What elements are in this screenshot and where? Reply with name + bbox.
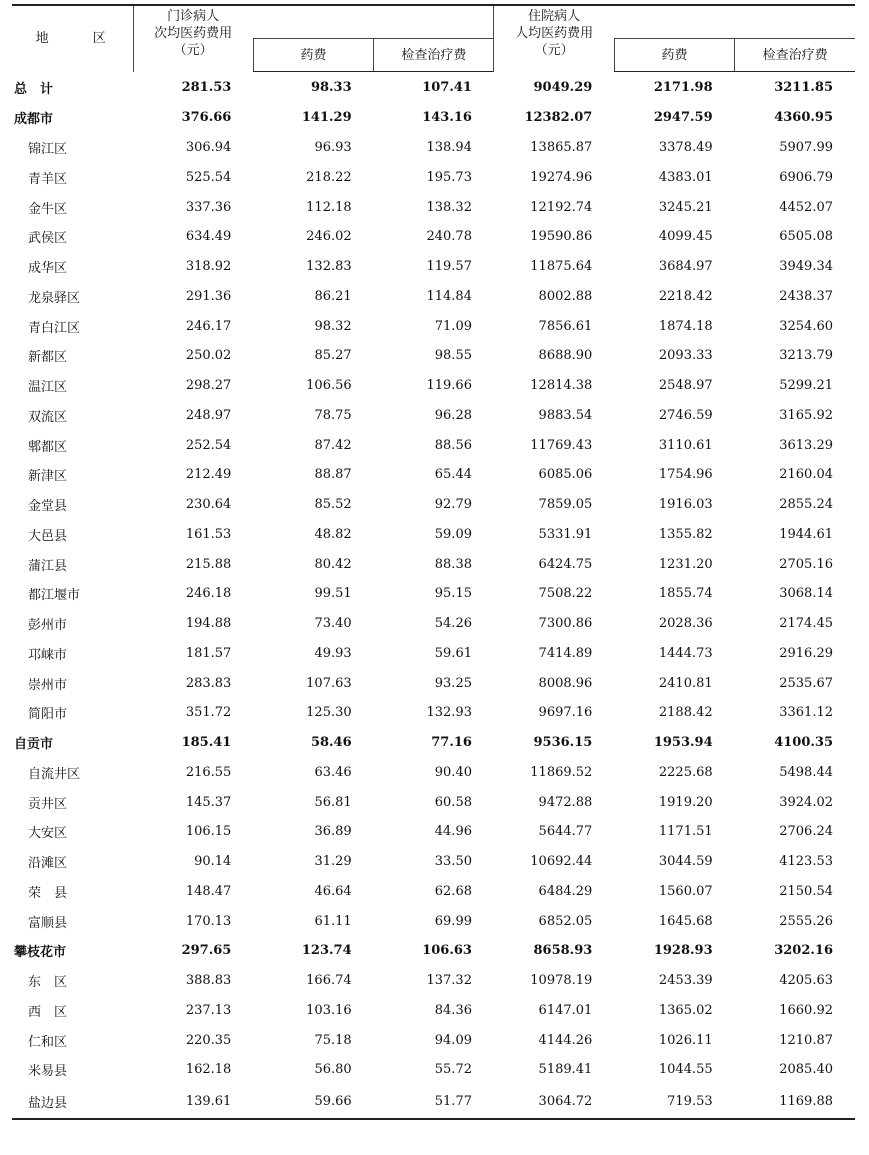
outpatient-exam-cost-cell: 69.99 xyxy=(434,913,472,929)
region-name-cell: 总 计 xyxy=(14,81,54,97)
table-row xyxy=(12,579,855,609)
outpatient-avg-cost-cell: 148.47 xyxy=(185,883,232,899)
outpatient-drug-cost-cell: 166.74 xyxy=(306,973,352,989)
region-name-cell: 青羊区 xyxy=(28,171,68,187)
inpatient-avg-cost-cell: 8658.93 xyxy=(533,943,593,959)
outpatient-avg-cost-cell: 525.54 xyxy=(185,169,232,185)
region-name-cell: 蒲江县 xyxy=(28,558,68,574)
table-row xyxy=(12,966,855,996)
inpatient-avg-cost-cell: 9049.29 xyxy=(533,79,593,95)
inpatient-group-spacer xyxy=(614,5,855,39)
inpatient-avg-cost-cell: 9472.88 xyxy=(538,794,593,810)
inpatient-exam-cost-cell: 2438.37 xyxy=(779,288,833,304)
outpatient-avg-cost-cell: 145.37 xyxy=(185,794,232,810)
outpatient-exam-cost-cell: 88.56 xyxy=(434,437,472,453)
outpatient-avg-cost-cell: 220.35 xyxy=(185,1032,232,1048)
outpatient-exam-cost-cell: 119.66 xyxy=(426,378,472,394)
inpatient-exam-cost-cell: 2916.29 xyxy=(779,645,833,661)
inpatient-drug-cost-cell: 1874.18 xyxy=(658,318,713,334)
outpatient-exam-cost-cell: 137.32 xyxy=(426,973,472,989)
inpatient-exam-cost-cell: 1169.88 xyxy=(735,1085,855,1119)
outpatient-avg-cost-cell: 161.53 xyxy=(185,526,232,542)
outpatient-exam-cost-cell: 195.73 xyxy=(426,169,472,185)
inpatient-drug-cost-cell: 1919.20 xyxy=(658,794,713,810)
outpatient-exam-cost-cell: 55.72 xyxy=(434,1062,472,1078)
inpatient-exam-cost-cell: 3068.14 xyxy=(779,586,833,602)
outpatient-exam-cost-cell: 240.78 xyxy=(426,229,472,245)
outpatient-drug-cost-cell: 80.42 xyxy=(314,556,352,572)
region-name-cell: 金牛区 xyxy=(28,201,68,217)
inpatient-drug-cost-cell: 1231.20 xyxy=(658,556,713,572)
table-row xyxy=(12,222,855,252)
inpatient-drug-cost-cell: 1928.93 xyxy=(653,943,713,959)
outpatient-exam-cost-cell: 84.36 xyxy=(434,1002,472,1018)
outpatient-exam-cost-cell: 106.63 xyxy=(422,943,472,959)
region-name-cell: 武侯区 xyxy=(28,231,68,247)
table-row-region-total xyxy=(12,103,855,133)
inpatient-drug-cost-cell: 1645.68 xyxy=(658,913,713,929)
inpatient-exam-cost-cell: 2706.24 xyxy=(779,824,833,840)
inpatient-exam-cost-cell: 3202.16 xyxy=(774,943,833,959)
inpatient-exam-cost-cell: 4100.35 xyxy=(774,735,833,751)
outpatient-drug-cost-cell: 141.29 xyxy=(301,110,352,126)
outpatient-drug-cost-cell: 63.46 xyxy=(314,764,352,780)
inpatient-drug-cost-cell: 1026.11 xyxy=(658,1032,713,1048)
outpatient-drug-cost-cell: 48.82 xyxy=(314,526,352,542)
outpatient-avg-cost-cell: 283.83 xyxy=(185,675,232,691)
inpatient-exam-cost-cell: 2174.45 xyxy=(779,616,833,632)
outpatient-avg-cost-cell: 170.13 xyxy=(185,913,232,929)
table-row-region-total xyxy=(12,728,855,758)
region-name-cell: 锦江区 xyxy=(28,142,68,158)
inpatient-drug-cost-cell: 2947.59 xyxy=(653,110,713,126)
region-name-cell: 简阳市 xyxy=(28,707,68,723)
inpatient-avg-cost-cell: 12382.07 xyxy=(524,110,593,126)
outpatient-avg-cost-cell: 252.54 xyxy=(185,437,232,453)
outpatient-avg-cost-cell: 388.83 xyxy=(185,973,232,989)
inpatient-avg-cost-cell: 6484.29 xyxy=(538,883,593,899)
outpatient-avg-cost-cell: 291.36 xyxy=(185,288,232,304)
table-row xyxy=(12,282,855,312)
region-header: 地 区 xyxy=(12,5,133,72)
inpatient-drug-cost-cell: 2218.42 xyxy=(658,288,713,304)
outpatient-exam-cost-cell: 54.26 xyxy=(434,616,472,632)
inpatient-exam-cost-cell: 2150.54 xyxy=(779,883,833,899)
outpatient-exam-cost-cell: 94.09 xyxy=(434,1032,472,1048)
inpatient-exam-cost-cell: 2705.16 xyxy=(779,556,833,572)
inpatient-avg-cost-cell: 19590.86 xyxy=(530,229,593,245)
outpatient-group-spacer xyxy=(253,5,494,39)
inpatient-avg-cost-cell: 8008.96 xyxy=(538,675,593,691)
inpatient-exam-cost-cell: 1210.87 xyxy=(779,1032,833,1048)
outpatient-exam-cost-cell: 59.61 xyxy=(434,645,472,661)
region-name-cell: 金堂县 xyxy=(28,499,68,515)
outpatient-drug-cost-cell: 98.33 xyxy=(310,80,352,95)
outpatient-avg-cost-cell: 376.66 xyxy=(181,110,232,126)
table-row xyxy=(12,758,855,788)
inpatient-avg-cost-cell: 7859.05 xyxy=(538,497,593,513)
region-name-cell: 都江堰市 xyxy=(28,588,81,604)
inpatient-exam-cost-cell: 6505.08 xyxy=(779,229,833,245)
inpatient-avg-cost-cell: 5189.41 xyxy=(538,1062,593,1078)
inpatient-drug-cost-cell: 1444.73 xyxy=(658,645,713,661)
inpatient-avg-cost-cell: 8688.90 xyxy=(538,348,593,364)
table-row xyxy=(12,311,855,341)
inpatient-exam-cost-cell: 3165.92 xyxy=(779,407,833,423)
outpatient-drug-cost-cell: 103.16 xyxy=(306,1002,352,1018)
inpatient-avg-cost-cell: 9697.16 xyxy=(538,705,593,721)
inpatient-exam-cost-cell: 3254.60 xyxy=(779,318,833,334)
outpatient-avg-cost-cell: 318.92 xyxy=(185,259,232,275)
table-row xyxy=(12,877,855,907)
inpatient-avg-cost-cell: 5644.77 xyxy=(538,824,593,840)
outpatient-avg-cost-cell: 246.17 xyxy=(185,318,232,334)
outpatient-avg-cost-cell: 215.88 xyxy=(185,556,232,572)
region-name-cell: 米易县 xyxy=(28,1064,68,1080)
table-row xyxy=(12,817,855,847)
outpatient-avg-cost-cell: 106.15 xyxy=(185,824,232,840)
table-row xyxy=(12,609,855,639)
region-name-cell: 沿滩区 xyxy=(28,856,68,872)
outpatient-drug-cost-cell: 49.93 xyxy=(314,645,352,661)
outpatient-drug-cost-cell: 123.74 xyxy=(301,943,352,959)
inpatient-exam-cost-cell: 6906.79 xyxy=(779,169,833,185)
region-name-cell: 青白江区 xyxy=(28,320,81,336)
table-row xyxy=(12,430,855,460)
outpatient-drug-cost-cell: 73.40 xyxy=(314,616,352,632)
inpatient-header-line: 住院病人 xyxy=(528,9,581,24)
outpatient-exam-cost-cell: 65.44 xyxy=(434,467,472,483)
region-name-cell: 成都市 xyxy=(14,112,54,128)
outpatient-header-line: （元） xyxy=(173,43,213,58)
inpatient-avg-cost-cell: 9536.15 xyxy=(533,735,593,751)
outpatient-exam-cost-cell: 59.09 xyxy=(434,526,472,542)
inpatient-drug-cost-cell: 1953.94 xyxy=(653,735,713,751)
inpatient-exam-cost-cell: 4205.63 xyxy=(779,973,833,989)
region-name-cell: 新都区 xyxy=(28,350,68,366)
outpatient-exam-cost-cell: 33.50 xyxy=(434,854,472,870)
region-name-cell: 双流区 xyxy=(28,409,68,425)
outpatient-cost-header xyxy=(133,5,253,72)
inpatient-avg-cost-cell: 12814.38 xyxy=(530,378,593,394)
inpatient-avg-cost-cell: 7300.86 xyxy=(538,616,593,632)
inpatient-exam-cost-cell: 2085.40 xyxy=(779,1062,833,1078)
inpatient-avg-cost-cell: 11769.43 xyxy=(530,437,593,453)
outpatient-drug-cost-cell: 85.27 xyxy=(314,348,352,364)
inpatient-drug-cost-cell: 1044.55 xyxy=(658,1062,713,1078)
table-row xyxy=(12,133,855,163)
outpatient-drug-cost-cell: 132.83 xyxy=(306,259,352,275)
inpatient-avg-cost-cell: 8002.88 xyxy=(538,288,593,304)
inpatient-exam-cost-cell: 3949.34 xyxy=(779,259,833,275)
inpatient-exam-cost-cell: 1660.92 xyxy=(779,1002,833,1018)
outpatient-drug-cost-cell: 86.21 xyxy=(314,288,352,304)
table-row-region-total xyxy=(12,936,855,966)
outpatient-drug-cost-cell: 112.18 xyxy=(306,199,352,215)
inpatient-exam-cost-cell: 4123.53 xyxy=(779,854,833,870)
inpatient-drug-cost-cell: 3245.21 xyxy=(658,199,713,215)
table-body xyxy=(12,72,855,1119)
table-row xyxy=(12,787,855,817)
inpatient-header-line: （元） xyxy=(534,43,574,58)
table-row xyxy=(12,668,855,698)
inpatient-drug-cost-cell: 3684.97 xyxy=(658,259,713,275)
region-name-cell: 邛崃市 xyxy=(28,647,68,663)
outpatient-exam-cost-cell: 107.41 xyxy=(422,80,472,95)
inpatient-drug-cost-cell: 1916.03 xyxy=(658,497,713,513)
outpatient-exam-cost-cell: 132.93 xyxy=(426,705,472,721)
outpatient-exam-header: 检查治疗费 xyxy=(374,39,494,72)
outpatient-drug-cost-cell: 46.64 xyxy=(314,883,352,899)
region-name-cell: 彭州市 xyxy=(28,618,68,634)
table-row xyxy=(12,192,855,222)
inpatient-exam-cost-cell: 5907.99 xyxy=(779,140,833,156)
outpatient-avg-cost-cell: 216.55 xyxy=(185,764,232,780)
outpatient-drug-cost-cell: 87.42 xyxy=(314,437,352,453)
region-name-cell: 东 区 xyxy=(28,975,68,991)
inpatient-avg-cost-cell: 6424.75 xyxy=(538,556,593,572)
table-row xyxy=(12,490,855,520)
outpatient-drug-cost-cell: 246.02 xyxy=(306,229,352,245)
outpatient-header-line: 次均医药费用 xyxy=(154,26,233,41)
inpatient-exam-cost-cell: 3211.85 xyxy=(774,80,833,95)
outpatient-avg-cost-cell: 212.49 xyxy=(185,467,232,483)
outpatient-avg-cost-cell: 181.57 xyxy=(185,645,232,661)
outpatient-drug-cost-cell: 56.81 xyxy=(314,794,352,810)
outpatient-exam-cost-cell: 138.32 xyxy=(426,199,472,215)
region-name-cell: 富顺县 xyxy=(28,915,68,931)
inpatient-drug-cost-cell: 1855.74 xyxy=(658,586,713,602)
outpatient-avg-cost-cell: 634.49 xyxy=(185,229,232,245)
region-name-cell: 大安区 xyxy=(28,826,68,842)
outpatient-exam-cost-cell: 51.77 xyxy=(374,1085,494,1119)
table-row xyxy=(12,847,855,877)
outpatient-avg-cost-cell: 162.18 xyxy=(185,1062,232,1078)
inpatient-avg-cost-cell: 10692.44 xyxy=(530,854,593,870)
table-row xyxy=(12,252,855,282)
inpatient-exam-cost-cell: 3213.79 xyxy=(779,348,833,364)
table-row xyxy=(12,163,855,193)
table-row xyxy=(12,1085,855,1119)
inpatient-exam-cost-cell: 4360.95 xyxy=(774,110,833,126)
inpatient-drug-cost-cell: 3378.49 xyxy=(658,140,713,156)
inpatient-drug-cost-cell: 4099.45 xyxy=(658,229,713,245)
inpatient-exam-cost-cell: 2160.04 xyxy=(779,467,833,483)
inpatient-drug-cost-cell: 1171.51 xyxy=(658,824,713,840)
inpatient-cost-header xyxy=(494,5,614,72)
outpatient-avg-cost-cell: 298.27 xyxy=(185,378,232,394)
region-name-cell: 自流井区 xyxy=(28,766,81,782)
outpatient-avg-cost-cell: 139.61 xyxy=(133,1085,253,1119)
region-name-cell: 龙泉驿区 xyxy=(28,290,81,306)
outpatient-header-line: 门诊病人 xyxy=(167,9,220,24)
outpatient-exam-cost-cell: 143.16 xyxy=(422,110,472,126)
inpatient-exam-cost-cell: 3924.02 xyxy=(779,794,833,810)
outpatient-drug-cost-cell: 218.22 xyxy=(306,169,352,185)
inpatient-drug-cost-cell: 3044.59 xyxy=(658,854,713,870)
table-row xyxy=(12,1055,855,1085)
outpatient-avg-cost-cell: 90.14 xyxy=(194,854,232,870)
inpatient-drug-cost-cell: 2028.36 xyxy=(658,616,713,632)
inpatient-exam-cost-cell: 2855.24 xyxy=(779,497,833,513)
table-row-region-total xyxy=(12,72,855,104)
outpatient-drug-cost-cell: 125.30 xyxy=(306,705,352,721)
outpatient-exam-cost-cell: 95.15 xyxy=(434,586,472,602)
region-name-cell: 贡井区 xyxy=(28,796,68,812)
outpatient-drug-cost-cell: 85.52 xyxy=(314,497,352,513)
inpatient-avg-cost-cell: 4144.26 xyxy=(538,1032,593,1048)
outpatient-exam-cost-cell: 114.84 xyxy=(426,288,472,304)
outpatient-drug-cost-cell: 36.89 xyxy=(314,824,352,840)
outpatient-exam-cost-cell: 119.57 xyxy=(426,259,472,275)
outpatient-drug-cost-cell: 56.80 xyxy=(314,1062,352,1078)
outpatient-exam-cost-cell: 98.55 xyxy=(434,348,472,364)
region-name-cell: 崇州市 xyxy=(28,677,68,693)
outpatient-avg-cost-cell: 185.41 xyxy=(181,735,232,751)
inpatient-avg-cost-cell: 6852.05 xyxy=(538,913,593,929)
table-row xyxy=(12,371,855,401)
inpatient-avg-cost-cell: 7414.89 xyxy=(538,645,593,661)
inpatient-avg-cost-cell: 13865.87 xyxy=(530,140,593,156)
region-name-cell: 西 区 xyxy=(28,1004,68,1020)
inpatient-avg-cost-cell: 9883.54 xyxy=(538,407,593,423)
inpatient-exam-cost-cell: 2555.26 xyxy=(779,913,833,929)
outpatient-drug-cost-cell: 58.46 xyxy=(310,735,352,751)
outpatient-avg-cost-cell: 297.65 xyxy=(181,943,232,959)
outpatient-avg-cost-cell: 248.97 xyxy=(185,407,232,423)
inpatient-header-line: 人均医药费用 xyxy=(515,26,594,41)
inpatient-drug-cost-cell: 2746.59 xyxy=(658,407,713,423)
region-name-cell: 郫都区 xyxy=(28,439,68,455)
inpatient-drug-cost-cell: 1365.02 xyxy=(658,1002,713,1018)
region-name-cell: 自贡市 xyxy=(14,737,54,753)
outpatient-drug-cost-cell: 106.56 xyxy=(306,378,352,394)
outpatient-avg-cost-cell: 281.53 xyxy=(181,79,232,95)
inpatient-avg-cost-cell: 19274.96 xyxy=(530,169,593,185)
outpatient-exam-cost-cell: 60.58 xyxy=(434,794,472,810)
inpatient-drug-cost-cell: 2453.39 xyxy=(658,973,713,989)
inpatient-drug-cost-cell: 2171.98 xyxy=(653,80,713,95)
inpatient-avg-cost-cell: 11875.64 xyxy=(530,259,593,275)
inpatient-drug-cost-cell: 2093.33 xyxy=(658,348,713,364)
region-name-cell: 大邑县 xyxy=(28,528,68,544)
outpatient-exam-cost-cell: 62.68 xyxy=(434,883,472,899)
inpatient-drug-header: 药费 xyxy=(614,39,734,72)
outpatient-exam-cost-cell: 138.94 xyxy=(426,140,472,156)
table-row xyxy=(12,906,855,936)
table-row xyxy=(12,639,855,669)
table-row xyxy=(12,460,855,490)
outpatient-exam-cost-cell: 77.16 xyxy=(431,735,472,751)
inpatient-avg-cost-cell: 10978.19 xyxy=(530,973,593,989)
outpatient-exam-cost-cell: 96.28 xyxy=(434,407,472,423)
outpatient-exam-cost-cell: 92.79 xyxy=(434,497,472,513)
outpatient-drug-cost-cell: 75.18 xyxy=(314,1032,352,1048)
outpatient-avg-cost-cell: 250.02 xyxy=(185,348,232,364)
inpatient-drug-cost-cell: 2225.68 xyxy=(658,764,713,780)
outpatient-drug-header: 药费 xyxy=(253,39,373,72)
inpatient-drug-cost-cell: 1560.07 xyxy=(658,883,713,899)
outpatient-drug-cost-cell: 59.66 xyxy=(253,1085,373,1119)
inpatient-drug-cost-cell: 2548.97 xyxy=(658,378,713,394)
table-row xyxy=(12,341,855,371)
outpatient-drug-cost-cell: 88.87 xyxy=(314,467,352,483)
inpatient-exam-cost-cell: 1944.61 xyxy=(779,526,833,542)
outpatient-exam-cost-cell: 44.96 xyxy=(434,824,472,840)
region-name-cell: 仁和区 xyxy=(28,1034,68,1050)
inpatient-exam-cost-cell: 3613.29 xyxy=(779,437,833,453)
outpatient-exam-cost-cell: 71.09 xyxy=(434,318,472,334)
outpatient-avg-cost-cell: 237.13 xyxy=(185,1002,232,1018)
table-row xyxy=(12,1025,855,1055)
inpatient-avg-cost-cell: 7856.61 xyxy=(538,318,593,334)
inpatient-avg-cost-cell: 7508.22 xyxy=(538,586,593,602)
inpatient-exam-cost-cell: 5299.21 xyxy=(779,378,833,394)
table-row xyxy=(12,520,855,550)
inpatient-exam-cost-cell: 4452.07 xyxy=(779,199,833,215)
outpatient-drug-cost-cell: 98.32 xyxy=(314,318,352,334)
outpatient-exam-cost-cell: 88.38 xyxy=(434,556,472,572)
outpatient-avg-cost-cell: 337.36 xyxy=(185,199,232,215)
inpatient-avg-cost-cell: 6147.01 xyxy=(538,1002,593,1018)
statistics-table-container xyxy=(12,4,855,1120)
outpatient-drug-cost-cell: 96.93 xyxy=(314,140,352,156)
outpatient-drug-cost-cell: 107.63 xyxy=(306,675,352,691)
region-name-cell: 攀枝花市 xyxy=(14,945,67,961)
inpatient-avg-cost-cell: 5331.91 xyxy=(538,526,593,542)
outpatient-avg-cost-cell: 351.72 xyxy=(185,705,232,721)
table-header xyxy=(12,5,855,72)
table-row xyxy=(12,401,855,431)
inpatient-avg-cost-cell: 12192.74 xyxy=(530,199,593,215)
outpatient-drug-cost-cell: 78.75 xyxy=(314,407,352,423)
inpatient-avg-cost-cell: 3064.72 xyxy=(494,1085,614,1119)
outpatient-exam-cost-cell: 90.40 xyxy=(434,764,472,780)
inpatient-avg-cost-cell: 11869.52 xyxy=(530,764,593,780)
region-name-cell: 成华区 xyxy=(28,261,68,277)
inpatient-drug-cost-cell: 3110.61 xyxy=(658,437,713,453)
inpatient-exam-cost-cell: 5498.44 xyxy=(779,764,833,780)
region-name-cell: 荣 县 xyxy=(28,885,68,901)
inpatient-exam-cost-cell: 2535.67 xyxy=(779,675,833,691)
table-row xyxy=(12,996,855,1026)
inpatient-exam-header: 检查治疗费 xyxy=(735,39,855,72)
table-row xyxy=(12,698,855,728)
outpatient-drug-cost-cell: 99.51 xyxy=(314,586,352,602)
inpatient-avg-cost-cell: 6085.06 xyxy=(538,467,593,483)
inpatient-drug-cost-cell: 2188.42 xyxy=(658,705,713,721)
outpatient-drug-cost-cell: 61.11 xyxy=(314,913,352,929)
outpatient-avg-cost-cell: 246.18 xyxy=(185,586,232,602)
inpatient-drug-cost-cell: 2410.81 xyxy=(658,675,713,691)
inpatient-drug-cost-cell: 1754.96 xyxy=(658,467,713,483)
inpatient-drug-cost-cell: 1355.82 xyxy=(658,526,713,542)
medical-cost-table xyxy=(12,4,855,1120)
outpatient-exam-cost-cell: 93.25 xyxy=(434,675,472,691)
outpatient-avg-cost-cell: 306.94 xyxy=(185,140,232,156)
outpatient-drug-cost-cell: 31.29 xyxy=(314,854,352,870)
region-name-cell: 盐边县 xyxy=(12,1085,133,1119)
outpatient-avg-cost-cell: 194.88 xyxy=(185,616,232,632)
inpatient-drug-cost-cell: 719.53 xyxy=(614,1085,734,1119)
inpatient-drug-cost-cell: 4383.01 xyxy=(658,169,713,185)
table-row xyxy=(12,549,855,579)
region-name-cell: 温江区 xyxy=(28,380,68,396)
region-name-cell: 新津区 xyxy=(28,469,68,485)
outpatient-avg-cost-cell: 230.64 xyxy=(185,497,232,513)
inpatient-exam-cost-cell: 3361.12 xyxy=(779,705,833,721)
